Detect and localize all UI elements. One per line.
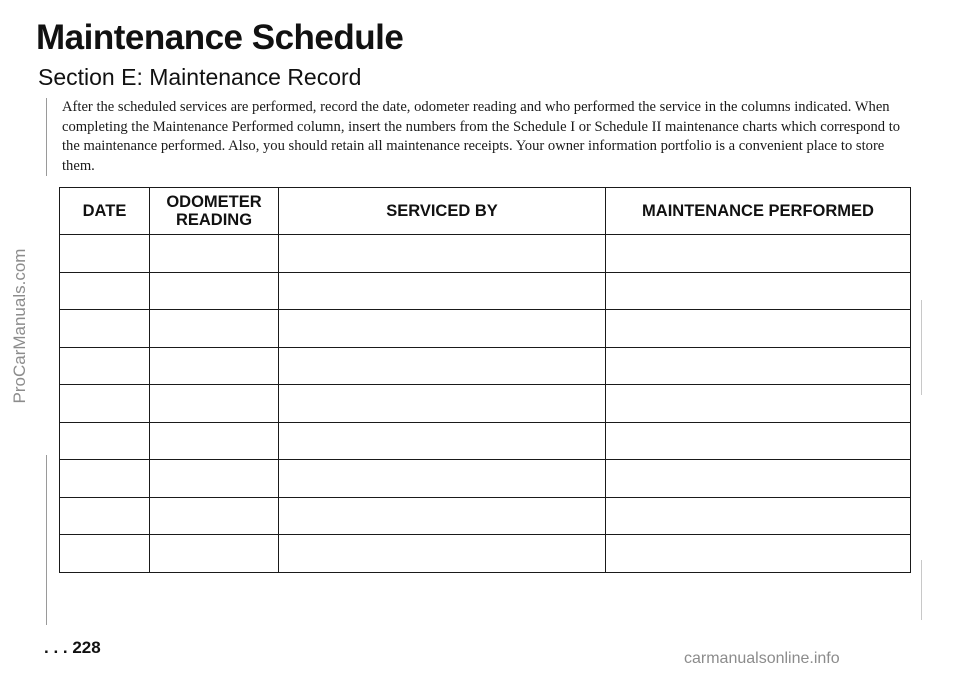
cell-maintenance-performed (606, 385, 911, 423)
cell-serviced-by (279, 235, 606, 273)
cell-maintenance-performed (606, 310, 911, 348)
table-row (60, 497, 911, 535)
table-row (60, 310, 911, 348)
cell-serviced-by (279, 460, 606, 498)
cell-odometer (150, 347, 279, 385)
cell-odometer (150, 235, 279, 273)
left-margin-rule (46, 98, 47, 176)
intro-paragraph: After the scheduled services are performed, record the date, odometer reading and who performed the service in the columns indicated. When completing the Maintenance Performed column, insert the numbers from the Schedule I or Schedule II maintenance charts which correspond to the maintenance performed. Also, you should retain all maintenance receipts. Your owner information portfolio is a convenient place to store them. (62, 99, 901, 174)
cell-date (60, 272, 150, 310)
table-row (60, 422, 911, 460)
table-row (60, 535, 911, 573)
cell-maintenance-performed (606, 235, 911, 273)
cell-serviced-by (279, 310, 606, 348)
side-watermark: ProCarManuals.com (10, 248, 29, 404)
cell-maintenance-performed (606, 272, 911, 310)
right-margin-rule-lower (921, 560, 922, 620)
table-row (60, 460, 911, 498)
right-margin-rule (921, 300, 922, 395)
cell-odometer (150, 272, 279, 310)
page-number: . . . 228 (44, 638, 101, 657)
table-row (60, 385, 911, 423)
cell-date (60, 310, 150, 348)
header-serviced-by: SERVICED BY (279, 188, 606, 235)
cell-odometer (150, 422, 279, 460)
table-header-row (60, 188, 911, 235)
table-row (60, 272, 911, 310)
cell-serviced-by (279, 272, 606, 310)
cell-date (60, 422, 150, 460)
table-row (60, 235, 911, 273)
cell-odometer (150, 535, 279, 573)
cell-serviced-by (279, 347, 606, 385)
cell-maintenance-performed (606, 422, 911, 460)
header-maintenance-performed: MAINTENANCE PERFORMED (606, 188, 911, 235)
cell-date (60, 385, 150, 423)
left-margin-rule-lower (46, 455, 47, 625)
cell-maintenance-performed (606, 347, 911, 385)
table-body (60, 235, 911, 573)
cell-date (60, 497, 150, 535)
header-odometer-reading: ODOMETER READING (150, 188, 279, 235)
cell-date (60, 347, 150, 385)
bottom-watermark: carmanualsonline.info (684, 650, 840, 667)
cell-maintenance-performed (606, 497, 911, 535)
cell-serviced-by (279, 385, 606, 423)
table-row (60, 347, 911, 385)
cell-maintenance-performed (606, 535, 911, 573)
cell-date (60, 535, 150, 573)
header-date: DATE (60, 188, 150, 235)
cell-serviced-by (279, 535, 606, 573)
cell-date (60, 460, 150, 498)
cell-maintenance-performed (606, 460, 911, 498)
cell-odometer (150, 310, 279, 348)
page-title: Maintenance Schedule (36, 18, 404, 57)
cell-odometer (150, 460, 279, 498)
cell-date (60, 235, 150, 273)
section-title: Section E: Maintenance Record (38, 64, 362, 90)
cell-odometer (150, 497, 279, 535)
cell-serviced-by (279, 422, 606, 460)
maintenance-record-table (59, 187, 911, 573)
cell-odometer (150, 385, 279, 423)
cell-serviced-by (279, 497, 606, 535)
